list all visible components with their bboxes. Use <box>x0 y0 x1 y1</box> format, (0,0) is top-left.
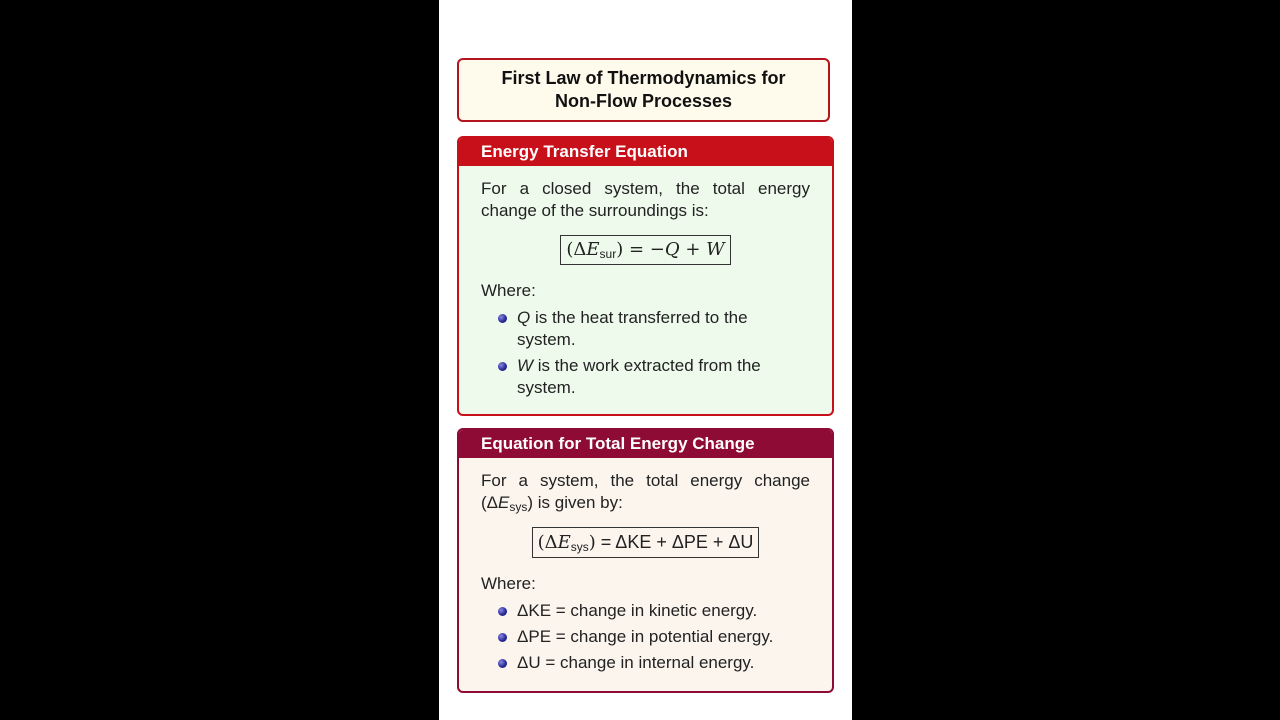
list-item <box>498 355 810 399</box>
block-body <box>459 458 832 674</box>
energy-transfer-block <box>457 136 834 416</box>
eq-lhs-var: E <box>557 532 571 553</box>
intro-var: E <box>498 493 510 512</box>
list-item <box>498 652 810 674</box>
eq-lhs-open: (Δ <box>566 239 587 260</box>
bullet-icon <box>498 607 507 616</box>
equation-container <box>481 527 810 558</box>
eq-lhs-close: ) <box>616 239 624 260</box>
item-text: is the heat transferred to the system. <box>517 308 748 349</box>
item-text: = change in kinetic energy. <box>551 601 758 620</box>
list-item <box>498 307 810 351</box>
item-symbol: ΔPE <box>517 627 552 646</box>
equation-container <box>481 235 810 265</box>
slide-page <box>439 0 852 720</box>
item-symbol: Q <box>517 308 531 327</box>
total-energy-change-block <box>457 428 834 693</box>
intro-sub: sys <box>509 500 528 514</box>
block-body <box>459 166 832 399</box>
eq-rhs: = −Q + W <box>623 239 725 260</box>
intro-suffix: ) is given by: <box>527 493 623 512</box>
where-label: Where: <box>481 574 536 593</box>
definition-list <box>481 307 810 399</box>
intro-text: For a closed system, the total energy change of the surroundings is: <box>481 179 810 220</box>
item-symbol: W <box>517 356 534 375</box>
item-symbol: ΔU <box>517 653 541 672</box>
where-label: Where: <box>481 281 536 300</box>
intro-prefix: For a system, the total energy change (Δ <box>481 471 810 512</box>
title-line-2: Non-Flow Processes <box>554 91 733 111</box>
block-header: Equation for Total Energy Change <box>459 430 832 458</box>
list-item <box>498 600 810 622</box>
block-header: Energy Transfer Equation <box>459 138 832 166</box>
eq-lhs-sub: sys <box>570 540 589 554</box>
page-title <box>479 67 809 113</box>
item-symbol: ΔKE <box>517 601 552 620</box>
boxed-equation <box>532 527 760 558</box>
bullet-icon <box>498 362 507 371</box>
intro-text <box>481 470 810 514</box>
definition-list <box>481 600 810 674</box>
eq-lhs-sub: sur <box>599 247 617 261</box>
title-box <box>457 58 830 122</box>
eq-lhs-open: (Δ <box>537 532 558 553</box>
item-text: = change in internal energy. <box>540 653 755 672</box>
title-line-1: First Law of Thermodynamics for <box>501 68 786 88</box>
boxed-equation <box>560 235 730 265</box>
item-text: = change in potential energy. <box>551 627 774 646</box>
eq-rhs: = ΔKE + ΔPE + ΔU <box>595 532 754 552</box>
bullet-icon <box>498 314 507 323</box>
item-text: is the work extracted from the system. <box>517 356 761 397</box>
bullet-icon <box>498 633 507 642</box>
eq-lhs-close: ) <box>588 532 596 553</box>
list-item <box>498 626 810 648</box>
eq-lhs-var: E <box>586 239 600 260</box>
bullet-icon <box>498 659 507 668</box>
